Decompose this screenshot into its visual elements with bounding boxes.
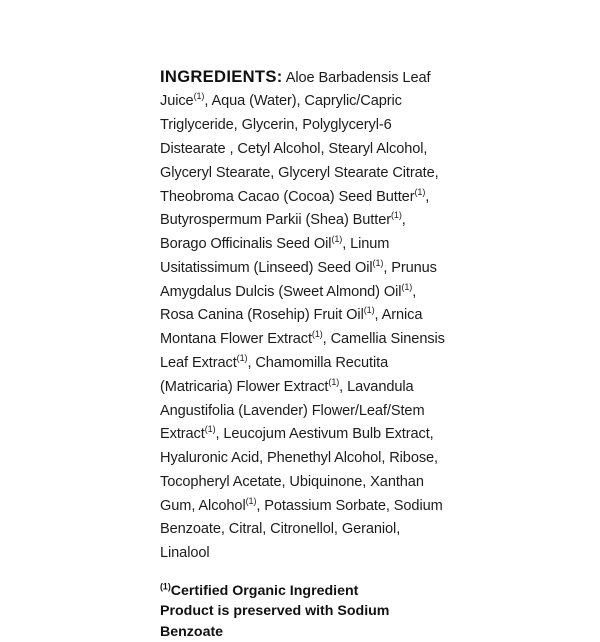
ingredient-segment: , Butyrospermum Parkii (Shea) Butter bbox=[160, 188, 430, 229]
footnote-ref: (1) bbox=[236, 353, 248, 364]
footnote-marker: (1) bbox=[160, 580, 171, 591]
footnote-certified-text: Certified Organic Ingredient bbox=[170, 582, 359, 599]
ingredient-segment: , Rosa Canina (Rosehip) Fruit Oil bbox=[160, 283, 417, 324]
ingredient-segment: , Aqua (Water), Caprylic/Capric Triglyceride, Glycerin, Polyglyceryl-6 Distearate , Cetyl Alcohol, Stearyl Alcohol, Glyceryl Stearate, Glyceryl Stearate Citrate, Theobroma Cacao (Cocoa) Seed Butter bbox=[160, 93, 439, 205]
ingredient-segment: , Borago Officinalis Seed Oil bbox=[160, 212, 406, 253]
ingredients-paragraph bbox=[160, 63, 452, 566]
ingredients-heading: INGREDIENTS: bbox=[160, 66, 283, 86]
ingredient-segment: , Lavandula Angustifolia (Lavender) Flower/Leaf/Stem Extract bbox=[160, 378, 425, 443]
footnote-ref: (1) bbox=[245, 495, 257, 506]
footnote-ref: (1) bbox=[193, 91, 205, 102]
footnote-ref: (1) bbox=[391, 210, 402, 221]
footnote-ref: (1) bbox=[328, 376, 340, 387]
footnote-ref: (1) bbox=[363, 305, 375, 316]
footnote-ref: (1) bbox=[401, 281, 413, 292]
footnote-ref: (1) bbox=[311, 329, 323, 340]
footnote-ref: (1) bbox=[204, 424, 216, 435]
ingredient-segment: , Chamomilla Recutita (Matricaria) Flower Extract bbox=[160, 354, 389, 395]
ingredient-segment: , Linum Usitatissimum (Linseed) Seed Oil bbox=[160, 236, 390, 276]
ingredient-segment: , Prunus Amygdalus Dulcis (Sweet Almond) Oil bbox=[160, 259, 437, 300]
footnote-ref: (1) bbox=[372, 257, 384, 268]
ingredients-list bbox=[160, 70, 445, 562]
footnote-certified bbox=[160, 581, 452, 602]
ingredients-panel bbox=[160, 48, 452, 642]
ingredient-segment: Aloe Barbadensis Leaf Juice bbox=[160, 69, 431, 110]
footnote-ref: (1) bbox=[414, 186, 426, 197]
ingredient-segment: , Leucojum Aestivum Bulb Extract, Hyaluronic Acid, Phenethyl Alcohol, Ribose, Tocopheryl Acetate, Ubiquinone, Xanthan Gum, Alcohol bbox=[160, 426, 439, 514]
footnote-ref: (1) bbox=[331, 234, 343, 245]
ingredient-segment: , Arnica Montana Flower Extract bbox=[160, 307, 423, 348]
footnotes-block bbox=[160, 581, 452, 642]
footnote-preserved: Product is preserved with Sodium Benzoate bbox=[160, 603, 390, 640]
ingredient-segment: , Potassium Sorbate, Sodium Benzoate, Citral, Citronellol, Geraniol, Linalool bbox=[160, 497, 443, 562]
ingredient-segment: , Camellia Sinensis Leaf Extract bbox=[160, 331, 445, 371]
